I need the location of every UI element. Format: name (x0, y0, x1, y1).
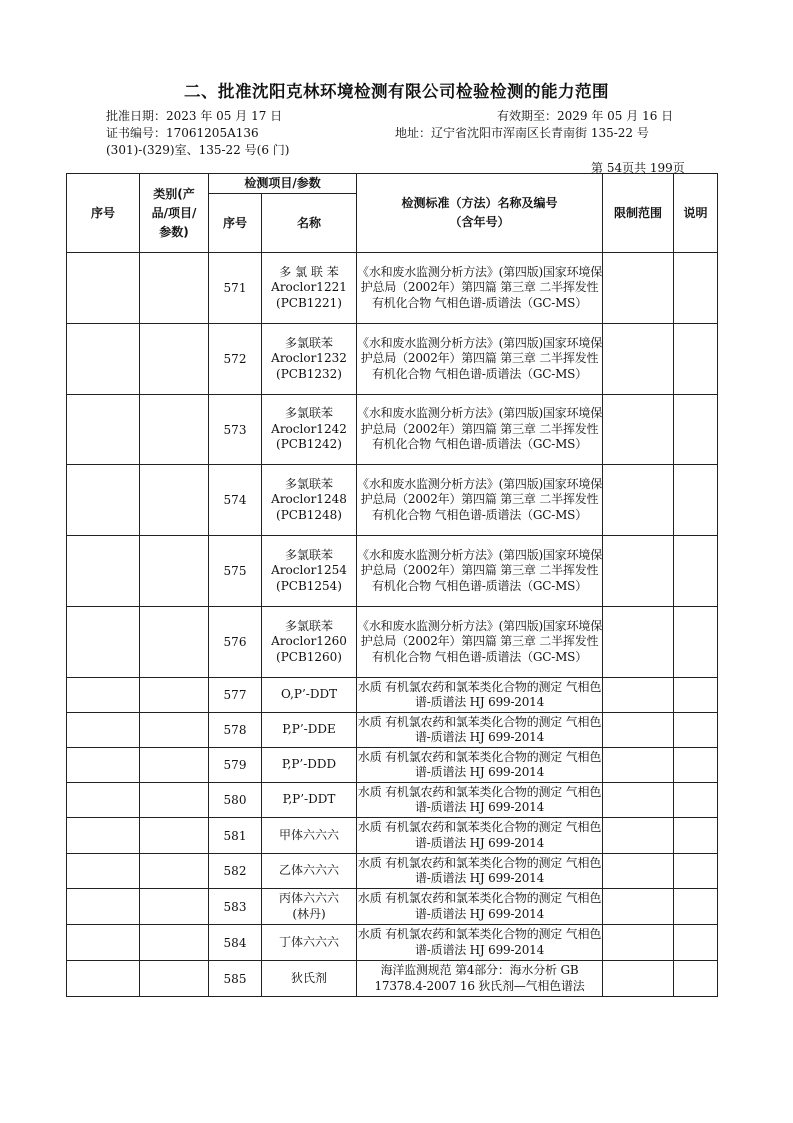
cell-item-name (262, 961, 357, 997)
cell-note (674, 783, 718, 818)
cell-item-name (262, 607, 357, 678)
header-seq: 序号 (67, 174, 140, 253)
cell-seq (67, 748, 140, 783)
table-row (67, 607, 718, 678)
cell-item-seq: 581 (209, 818, 262, 854)
cell-limit (603, 961, 674, 997)
cell-limit (603, 536, 674, 607)
cell-item-name (262, 713, 357, 748)
cell-limit (603, 324, 674, 395)
cell-note (674, 678, 718, 713)
cell-seq (67, 678, 140, 713)
cell-item-seq: 585 (209, 961, 262, 997)
cell-item-name (262, 253, 357, 324)
cell-item-name (262, 536, 357, 607)
cell-standard: 《水和废水监测分析方法》(第四版)国家环境保护总局（2002年）第四篇 第三章 二半挥发性有机化合物 气相色谱-质谱法（GC-MS） (357, 607, 603, 678)
cell-standard: 《水和废水监测分析方法》(第四版)国家环境保护总局（2002年）第四篇 第三章 二半挥发性有机化合物 气相色谱-质谱法（GC-MS） (357, 253, 603, 324)
cell-note (674, 889, 718, 925)
cell-note (674, 607, 718, 678)
certificate-number: 证书编号：17061205A136 (106, 126, 259, 140)
cell-seq (67, 253, 140, 324)
cell-note (674, 324, 718, 395)
cell-item-name (262, 324, 357, 395)
item-name-line: 丁体六六六 (279, 934, 340, 949)
cell-seq (67, 783, 140, 818)
cell-limit (603, 854, 674, 889)
table-row (67, 748, 718, 783)
header-category: 类别(产品/项目/参数) (140, 174, 209, 253)
cell-standard: 《水和废水监测分析方法》(第四版)国家环境保护总局（2002年）第四篇 第三章 二半挥发性有机化合物 气相色谱-质谱法（GC-MS） (357, 395, 603, 465)
cell-category (140, 713, 209, 748)
cell-seq (67, 925, 140, 961)
cell-seq (67, 395, 140, 465)
cell-seq (67, 713, 140, 748)
cell-category (140, 925, 209, 961)
item-name-line: 甲体六六六 (279, 827, 340, 842)
item-name-line: 乙体六六六 (279, 863, 340, 878)
cell-standard: 水质 有机氯农药和氯苯类化合物的测定 气相色谱-质谱法 HJ 699-2014 (357, 678, 603, 713)
cell-category (140, 465, 209, 536)
item-name-line: 丙体六六六 (279, 891, 340, 905)
cell-item-name (262, 854, 357, 889)
item-name-line: 狄氏剂 (291, 970, 328, 985)
table-row (67, 395, 718, 465)
item-name-line: Aroclor1248 (271, 492, 347, 507)
item-name-line: 多 氯 联 苯 (279, 264, 339, 279)
cell-item-name (262, 678, 357, 713)
cell-category (140, 889, 209, 925)
cell-seq (67, 961, 140, 997)
item-name-line: Aroclor1232 (271, 351, 347, 366)
cell-item-name (262, 748, 357, 783)
cell-item-seq: 579 (209, 748, 262, 783)
cell-seq (67, 854, 140, 889)
cell-item-name (262, 818, 357, 854)
header-note: 说明 (674, 174, 718, 253)
item-name-line: 多氯联苯 (285, 618, 334, 633)
item-name-line: P,P’-DDE (282, 722, 336, 737)
header-standard: 检测标准（方法）名称及编号（含年号） (357, 174, 603, 253)
cell-standard: 《水和废水监测分析方法》(第四版)国家环境保护总局（2002年）第四篇 第三章 二半挥发性有机化合物 气相色谱-质谱法（GC-MS） (357, 465, 603, 536)
cell-standard: 海洋监测规范 第4部分：海水分析 GB 17378.4-2007 16 狄氏剂—气相色谱法 (357, 961, 603, 997)
item-name-line: (PCB1254) (276, 578, 342, 593)
table-row (67, 854, 718, 889)
table-row (67, 818, 718, 854)
cell-item-name (262, 465, 357, 536)
cell-category (140, 854, 209, 889)
cell-limit (603, 678, 674, 713)
cell-note (674, 536, 718, 607)
cell-seq (67, 465, 140, 536)
cell-limit (603, 818, 674, 854)
cell-seq (67, 607, 140, 678)
cell-item-seq: 573 (209, 395, 262, 465)
address: 地址：辽宁省沈阳市浑南区长青南街 135-22 号 (395, 126, 649, 140)
cell-item-name (262, 783, 357, 818)
cell-category (140, 536, 209, 607)
cell-limit (603, 889, 674, 925)
cell-standard: 水质 有机氯农药和氯苯类化合物的测定 气相色谱-质谱法 HJ 699-2014 (357, 854, 603, 889)
cell-item-seq: 574 (209, 465, 262, 536)
cell-limit (603, 925, 674, 961)
cell-item-name (262, 889, 357, 925)
cell-category (140, 818, 209, 854)
cell-note (674, 818, 718, 854)
cell-item-seq: 584 (209, 925, 262, 961)
cell-limit (603, 395, 674, 465)
cell-limit (603, 465, 674, 536)
item-name-line: (PCB1260) (276, 649, 342, 664)
cell-standard: 水质 有机氯农药和氯苯类化合物的测定 气相色谱-质谱法 HJ 699-2014 (357, 925, 603, 961)
cell-note (674, 854, 718, 889)
cell-standard: 水质 有机氯农药和氯苯类化合物的测定 气相色谱-质谱法 HJ 699-2014 (357, 783, 603, 818)
cell-item-name (262, 395, 357, 465)
cell-item-seq: 583 (209, 889, 262, 925)
cell-item-seq: 578 (209, 713, 262, 748)
approval-date: 批准日期：2023 年 05 月 17 日 (106, 109, 283, 123)
cell-item-seq: 582 (209, 854, 262, 889)
item-name-line: O,P’-DDT (280, 687, 338, 702)
table-row (67, 678, 718, 713)
address-continued: (301)-(329)室、135-22 号(6 门) (106, 143, 290, 157)
cell-item-seq: 577 (209, 678, 262, 713)
item-name-line: (PCB1248) (276, 507, 342, 522)
cell-note (674, 925, 718, 961)
capability-table (66, 173, 718, 997)
cell-standard: 水质 有机氯农药和氯苯类化合物的测定 气相色谱-质谱法 HJ 699-2014 (357, 889, 603, 925)
cell-limit (603, 748, 674, 783)
cell-category (140, 253, 209, 324)
cell-limit (603, 607, 674, 678)
cell-limit (603, 783, 674, 818)
cell-note (674, 465, 718, 536)
header-limit: 限制范围 (603, 174, 674, 253)
item-name-line: Aroclor1221 (271, 280, 347, 295)
cell-item-seq: 571 (209, 253, 262, 324)
cell-item-seq: 572 (209, 324, 262, 395)
cell-note (674, 395, 718, 465)
header-item-name: 名称 (262, 194, 357, 253)
cell-item-seq: 576 (209, 607, 262, 678)
item-name-line: P,P’-DDT (282, 792, 336, 807)
table-row (67, 324, 718, 395)
item-name-line: 多氯联苯 (285, 547, 334, 562)
table-row (67, 783, 718, 818)
cell-note (674, 961, 718, 997)
cell-category (140, 961, 209, 997)
item-name-line: 多氯联苯 (285, 406, 334, 421)
cell-limit (603, 713, 674, 748)
table-row (67, 961, 718, 997)
item-name-line: P,P’-DDD (281, 757, 337, 772)
cell-category (140, 783, 209, 818)
cell-note (674, 748, 718, 783)
cell-note (674, 713, 718, 748)
item-name-line: (PCB1232) (276, 366, 342, 381)
cell-standard: 《水和废水监测分析方法》(第四版)国家环境保护总局（2002年）第四篇 第三章 二半挥发性有机化合物 气相色谱-质谱法（GC-MS） (357, 324, 603, 395)
cell-seq (67, 536, 140, 607)
cell-standard: 水质 有机氯农药和氯苯类化合物的测定 气相色谱-质谱法 HJ 699-2014 (357, 748, 603, 783)
cell-category (140, 324, 209, 395)
table-row (67, 713, 718, 748)
item-name-line: Aroclor1242 (271, 421, 347, 436)
item-name-line: (PCB1242) (276, 437, 342, 452)
cell-standard: 《水和废水监测分析方法》(第四版)国家环境保护总局（2002年）第四篇 第三章 二半挥发性有机化合物 气相色谱-质谱法（GC-MS） (357, 536, 603, 607)
page-title: 二、批准沈阳克林环境检测有限公司检验检测的能力范围 (184, 82, 609, 101)
item-name-line: (PCB1221) (276, 295, 342, 310)
item-name-line: 多氯联苯 (285, 476, 334, 491)
cell-standard: 水质 有机氯农药和氯苯类化合物的测定 气相色谱-质谱法 HJ 699-2014 (357, 818, 603, 854)
table-row (67, 925, 718, 961)
cell-seq (67, 324, 140, 395)
valid-until: 有效期至：2029 年 05 月 16 日 (497, 109, 674, 123)
cell-category (140, 678, 209, 713)
cell-seq (67, 889, 140, 925)
cell-category (140, 607, 209, 678)
header-item-seq: 序号 (209, 194, 262, 253)
table-row (67, 536, 718, 607)
cell-category (140, 395, 209, 465)
table-row (67, 465, 718, 536)
cell-category (140, 748, 209, 783)
table-row (67, 253, 718, 324)
cell-standard: 水质 有机氯农药和氯苯类化合物的测定 气相色谱-质谱法 HJ 699-2014 (357, 713, 603, 748)
header-item-group: 检测项目/参数 (209, 174, 357, 194)
cell-item-seq: 575 (209, 536, 262, 607)
table-row (67, 889, 718, 925)
item-name-line: Aroclor1254 (271, 563, 347, 578)
cell-seq (67, 818, 140, 854)
cell-item-seq: 580 (209, 783, 262, 818)
item-name-line: (林丹) (292, 906, 326, 921)
cell-limit (603, 253, 674, 324)
item-name-line: Aroclor1260 (271, 634, 347, 649)
page-count: 第 54页共 199页 (591, 161, 685, 175)
cell-note (674, 253, 718, 324)
cell-item-name (262, 925, 357, 961)
item-name-line: 多氯联苯 (285, 335, 334, 350)
